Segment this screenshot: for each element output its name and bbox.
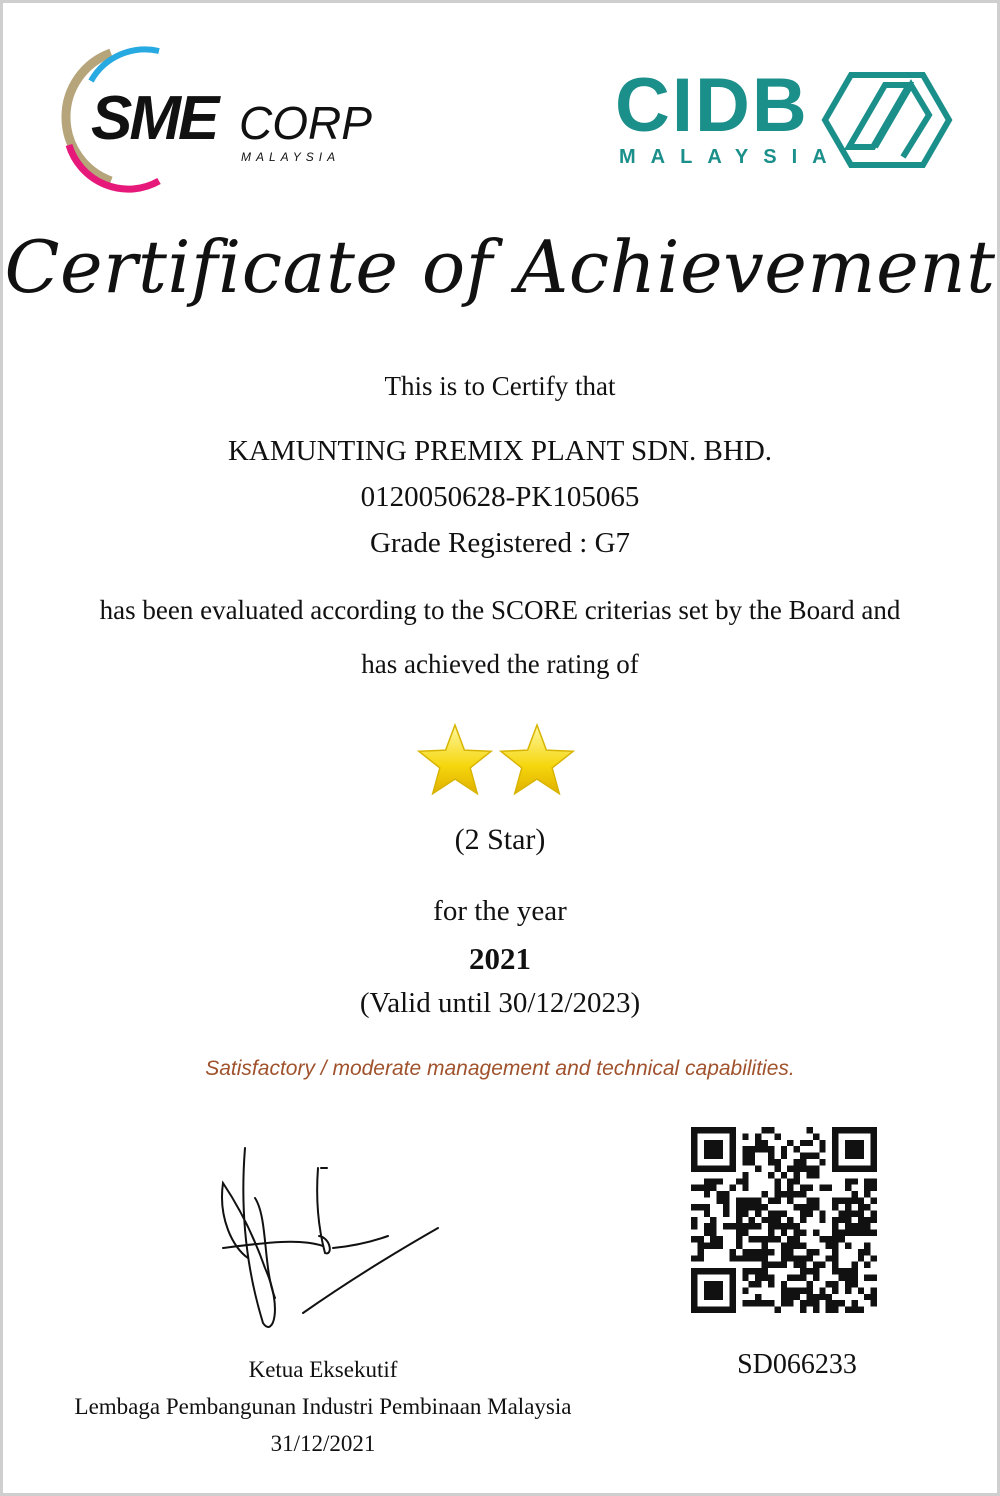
sme-logo-country: MALAYSIA: [241, 150, 341, 164]
sme-logo-main: SME: [91, 84, 217, 153]
certify-intro: This is to Certify that: [384, 371, 616, 401]
smecorp-logo: [51, 43, 381, 193]
cidb-logo: [613, 65, 958, 175]
certificate-year: 2021: [469, 941, 531, 976]
rating-label: (2 Star): [454, 823, 546, 856]
cidb-logo-country: MALAYSIA: [619, 146, 842, 168]
signature-date: 31/12/2021: [270, 1431, 376, 1456]
star-rating: [415, 721, 579, 799]
company-name: KAMUNTING PREMIX PLANT SDN. BHD.: [227, 435, 773, 467]
validity-period: (Valid until 30/12/2023): [359, 987, 641, 1019]
registration-number: 0120050628-PK105065: [360, 481, 640, 513]
rating-remark: Satisfactory / moderate management and technical capabilities.: [205, 1057, 795, 1080]
for-the-year-label: for the year: [433, 895, 567, 927]
signature-image: [203, 1138, 453, 1338]
cidb-hexagon-icon: [825, 75, 949, 165]
star-icon: [501, 725, 573, 794]
evaluation-text-line2: has achieved the rating of: [361, 649, 639, 679]
certificate-title: Certificate of Achievement: [4, 225, 996, 309]
evaluation-text-line1: has been evaluated according to the SCORE criterias set by the Board and: [99, 595, 901, 625]
grade-registered: Grade Registered : G7: [369, 527, 631, 559]
serial-number: SD066233: [737, 1349, 857, 1380]
signatory-organization: Lembaga Pembangunan Industri Pembinaan Malaysia: [74, 1394, 572, 1419]
sme-logo-sub: CORP: [239, 97, 372, 149]
signatory-title: Ketua Eksekutif: [248, 1357, 398, 1382]
star-icon: [419, 725, 491, 794]
qr-code[interactable]: [691, 1127, 877, 1313]
cidb-logo-main: CIDB: [615, 65, 809, 148]
